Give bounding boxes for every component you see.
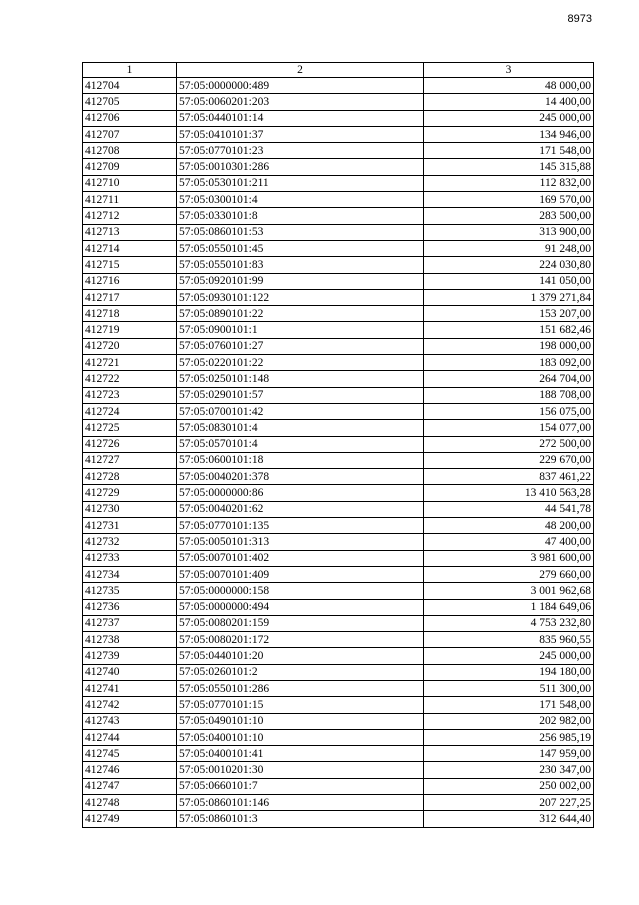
table-header xyxy=(83,63,594,78)
cadastral-number-cell: 57:05:0770101:15 xyxy=(177,697,424,713)
value-cell: 169 570,00 xyxy=(424,192,594,208)
value-cell: 48 000,00 xyxy=(424,78,594,94)
table-row xyxy=(83,78,594,94)
table-row xyxy=(83,811,594,827)
row-number-cell: 412727 xyxy=(83,452,177,468)
value-cell: 156 075,00 xyxy=(424,403,594,419)
cadastral-number-cell: 57:05:0700101:42 xyxy=(177,403,424,419)
row-number-cell: 412707 xyxy=(83,126,177,142)
value-cell: 183 092,00 xyxy=(424,355,594,371)
table-row xyxy=(83,599,594,615)
cadastral-number-cell: 57:05:0220101:22 xyxy=(177,355,424,371)
row-number-cell: 412729 xyxy=(83,485,177,501)
row-number-cell: 412748 xyxy=(83,795,177,811)
cadastral-number-cell: 57:05:0530101:211 xyxy=(177,175,424,191)
cadastral-number-cell: 57:05:0080201:159 xyxy=(177,615,424,631)
cadastral-number-cell: 57:05:0860101:53 xyxy=(177,224,424,240)
cadastral-number-cell: 57:05:0660101:7 xyxy=(177,778,424,794)
cadastral-number-cell: 57:05:0890101:22 xyxy=(177,306,424,322)
row-number-cell: 412741 xyxy=(83,680,177,696)
table-row xyxy=(83,192,594,208)
cadastral-number-cell: 57:05:0000000:86 xyxy=(177,485,424,501)
value-cell: 141 050,00 xyxy=(424,273,594,289)
table-row xyxy=(83,632,594,648)
value-cell: 1 184 649,06 xyxy=(424,599,594,615)
value-cell: 250 002,00 xyxy=(424,778,594,794)
cadastral-number-cell: 57:05:0010301:286 xyxy=(177,159,424,175)
value-cell: 245 000,00 xyxy=(424,110,594,126)
value-cell: 91 248,00 xyxy=(424,240,594,256)
row-number-cell: 412714 xyxy=(83,240,177,256)
cadastral-number-cell: 57:05:0000000:489 xyxy=(177,78,424,94)
table-row xyxy=(83,795,594,811)
table-row xyxy=(83,680,594,696)
row-number-cell: 412706 xyxy=(83,110,177,126)
cadastral-number-cell: 57:05:0830101:4 xyxy=(177,420,424,436)
table-row xyxy=(83,355,594,371)
cadastral-number-cell: 57:05:0010201:30 xyxy=(177,762,424,778)
cadastral-number-cell: 57:05:0440101:20 xyxy=(177,648,424,664)
table-row xyxy=(83,485,594,501)
cadastral-number-cell: 57:05:0550101:45 xyxy=(177,240,424,256)
value-cell: 3 001 962,68 xyxy=(424,583,594,599)
table-row xyxy=(83,159,594,175)
cadastral-number-cell: 57:05:0550101:286 xyxy=(177,680,424,696)
row-number-cell: 412735 xyxy=(83,583,177,599)
cadastral-number-cell: 57:05:0070101:402 xyxy=(177,550,424,566)
table-row xyxy=(83,387,594,403)
value-cell: 511 300,00 xyxy=(424,680,594,696)
value-cell: 837 461,22 xyxy=(424,469,594,485)
value-cell: 112 832,00 xyxy=(424,175,594,191)
table-row xyxy=(83,469,594,485)
cadastral-number-cell: 57:05:0860101:3 xyxy=(177,811,424,827)
row-number-cell: 412704 xyxy=(83,78,177,94)
table-row xyxy=(83,224,594,240)
row-number-cell: 412736 xyxy=(83,599,177,615)
table-row xyxy=(83,550,594,566)
table-row xyxy=(83,143,594,159)
value-cell: 1 379 271,84 xyxy=(424,289,594,305)
row-number-cell: 412724 xyxy=(83,403,177,419)
cadastral-number-cell: 57:05:0040201:378 xyxy=(177,469,424,485)
registry-table xyxy=(82,62,594,828)
row-number-cell: 412716 xyxy=(83,273,177,289)
cadastral-number-cell: 57:05:0290101:57 xyxy=(177,387,424,403)
value-cell: 4 753 232,80 xyxy=(424,615,594,631)
table-row xyxy=(83,518,594,534)
row-number-cell: 412711 xyxy=(83,192,177,208)
row-number-cell: 412738 xyxy=(83,632,177,648)
cadastral-number-cell: 57:05:0400101:10 xyxy=(177,729,424,745)
cadastral-number-cell: 57:05:0440101:14 xyxy=(177,110,424,126)
row-number-cell: 412749 xyxy=(83,811,177,827)
value-cell: 264 704,00 xyxy=(424,371,594,387)
table-row xyxy=(83,240,594,256)
table-row xyxy=(83,583,594,599)
cadastral-number-cell: 57:05:0080201:172 xyxy=(177,632,424,648)
table-row xyxy=(83,664,594,680)
cadastral-number-cell: 57:05:0300101:4 xyxy=(177,192,424,208)
value-cell: 145 315,88 xyxy=(424,159,594,175)
value-cell: 154 077,00 xyxy=(424,420,594,436)
value-cell: 44 541,78 xyxy=(424,501,594,517)
value-cell: 245 000,00 xyxy=(424,648,594,664)
header-row xyxy=(83,63,594,78)
cadastral-number-cell: 57:05:0250101:148 xyxy=(177,371,424,387)
cadastral-number-cell: 57:05:0770101:135 xyxy=(177,518,424,534)
row-number-cell: 412733 xyxy=(83,550,177,566)
column-header-1: 1 xyxy=(83,63,177,78)
table-body xyxy=(83,78,594,828)
cadastral-number-cell: 57:05:0060201:203 xyxy=(177,94,424,110)
table-row xyxy=(83,615,594,631)
table-row xyxy=(83,94,594,110)
table-row xyxy=(83,501,594,517)
row-number-cell: 412728 xyxy=(83,469,177,485)
row-number-cell: 412731 xyxy=(83,518,177,534)
value-cell: 835 960,55 xyxy=(424,632,594,648)
value-cell: 171 548,00 xyxy=(424,143,594,159)
table-row xyxy=(83,713,594,729)
cadastral-number-cell: 57:05:0040201:62 xyxy=(177,501,424,517)
cadastral-number-cell: 57:05:0900101:1 xyxy=(177,322,424,338)
value-cell: 188 708,00 xyxy=(424,387,594,403)
cadastral-number-cell: 57:05:0070101:409 xyxy=(177,566,424,582)
value-cell: 207 227,25 xyxy=(424,795,594,811)
cadastral-number-cell: 57:05:0600101:18 xyxy=(177,452,424,468)
row-number-cell: 412725 xyxy=(83,420,177,436)
value-cell: 224 030,80 xyxy=(424,257,594,273)
row-number-cell: 412717 xyxy=(83,289,177,305)
row-number-cell: 412740 xyxy=(83,664,177,680)
table-row xyxy=(83,403,594,419)
row-number-cell: 412712 xyxy=(83,208,177,224)
row-number-cell: 412743 xyxy=(83,713,177,729)
row-number-cell: 412746 xyxy=(83,762,177,778)
table-row xyxy=(83,257,594,273)
cadastral-number-cell: 57:05:0050101:313 xyxy=(177,534,424,550)
cadastral-number-cell: 57:05:0490101:10 xyxy=(177,713,424,729)
table-row xyxy=(83,126,594,142)
value-cell: 256 985,19 xyxy=(424,729,594,745)
value-cell: 171 548,00 xyxy=(424,697,594,713)
row-number-cell: 412718 xyxy=(83,306,177,322)
value-cell: 134 946,00 xyxy=(424,126,594,142)
column-header-2: 2 xyxy=(177,63,424,78)
cadastral-number-cell: 57:05:0760101:27 xyxy=(177,338,424,354)
row-number-cell: 412734 xyxy=(83,566,177,582)
table-row xyxy=(83,338,594,354)
row-number-cell: 412708 xyxy=(83,143,177,159)
table-row xyxy=(83,175,594,191)
cadastral-number-cell: 57:05:0410101:37 xyxy=(177,126,424,142)
table-row xyxy=(83,778,594,794)
row-number-cell: 412732 xyxy=(83,534,177,550)
value-cell: 283 500,00 xyxy=(424,208,594,224)
row-number-cell: 412745 xyxy=(83,746,177,762)
table-row xyxy=(83,534,594,550)
table-row xyxy=(83,566,594,582)
table-row xyxy=(83,420,594,436)
value-cell: 48 200,00 xyxy=(424,518,594,534)
row-number-cell: 412739 xyxy=(83,648,177,664)
cadastral-number-cell: 57:05:0570101:4 xyxy=(177,436,424,452)
value-cell: 229 670,00 xyxy=(424,452,594,468)
row-number-cell: 412747 xyxy=(83,778,177,794)
value-cell: 153 207,00 xyxy=(424,306,594,322)
table-row xyxy=(83,746,594,762)
cadastral-number-cell: 57:05:0330101:8 xyxy=(177,208,424,224)
row-number-cell: 412719 xyxy=(83,322,177,338)
value-cell: 47 400,00 xyxy=(424,534,594,550)
row-number-cell: 412720 xyxy=(83,338,177,354)
cadastral-number-cell: 57:05:0260101:2 xyxy=(177,664,424,680)
table-row xyxy=(83,648,594,664)
value-cell: 13 410 563,28 xyxy=(424,485,594,501)
row-number-cell: 412742 xyxy=(83,697,177,713)
row-number-cell: 412726 xyxy=(83,436,177,452)
value-cell: 14 400,00 xyxy=(424,94,594,110)
row-number-cell: 412715 xyxy=(83,257,177,273)
table-row xyxy=(83,208,594,224)
value-cell: 202 982,00 xyxy=(424,713,594,729)
row-number-cell: 412713 xyxy=(83,224,177,240)
table-row xyxy=(83,436,594,452)
table-row xyxy=(83,110,594,126)
table-row xyxy=(83,697,594,713)
row-number-cell: 412722 xyxy=(83,371,177,387)
cadastral-number-cell: 57:05:0860101:146 xyxy=(177,795,424,811)
value-cell: 313 900,00 xyxy=(424,224,594,240)
row-number-cell: 412723 xyxy=(83,387,177,403)
table-row xyxy=(83,452,594,468)
table-row xyxy=(83,322,594,338)
value-cell: 151 682,46 xyxy=(424,322,594,338)
table-row xyxy=(83,371,594,387)
cadastral-number-cell: 57:05:0550101:83 xyxy=(177,257,424,273)
cadastral-number-cell: 57:05:0920101:99 xyxy=(177,273,424,289)
value-cell: 198 000,00 xyxy=(424,338,594,354)
row-number-cell: 412721 xyxy=(83,355,177,371)
cadastral-number-cell: 57:05:0400101:41 xyxy=(177,746,424,762)
value-cell: 279 660,00 xyxy=(424,566,594,582)
value-cell: 272 500,00 xyxy=(424,436,594,452)
cadastral-number-cell: 57:05:0930101:122 xyxy=(177,289,424,305)
row-number-cell: 412730 xyxy=(83,501,177,517)
table-row xyxy=(83,273,594,289)
table-row xyxy=(83,289,594,305)
cadastral-number-cell: 57:05:0000000:158 xyxy=(177,583,424,599)
cadastral-number-cell: 57:05:0770101:23 xyxy=(177,143,424,159)
table-row xyxy=(83,306,594,322)
value-cell: 312 644,40 xyxy=(424,811,594,827)
row-number-cell: 412710 xyxy=(83,175,177,191)
table-row xyxy=(83,729,594,745)
table-row xyxy=(83,762,594,778)
row-number-cell: 412737 xyxy=(83,615,177,631)
row-number-cell: 412744 xyxy=(83,729,177,745)
value-cell: 230 347,00 xyxy=(424,762,594,778)
row-number-cell: 412705 xyxy=(83,94,177,110)
column-header-3: 3 xyxy=(424,63,594,78)
value-cell: 194 180,00 xyxy=(424,664,594,680)
cadastral-number-cell: 57:05:0000000:494 xyxy=(177,599,424,615)
value-cell: 147 959,00 xyxy=(424,746,594,762)
page-number: 8973 xyxy=(567,13,592,25)
row-number-cell: 412709 xyxy=(83,159,177,175)
value-cell: 3 981 600,00 xyxy=(424,550,594,566)
